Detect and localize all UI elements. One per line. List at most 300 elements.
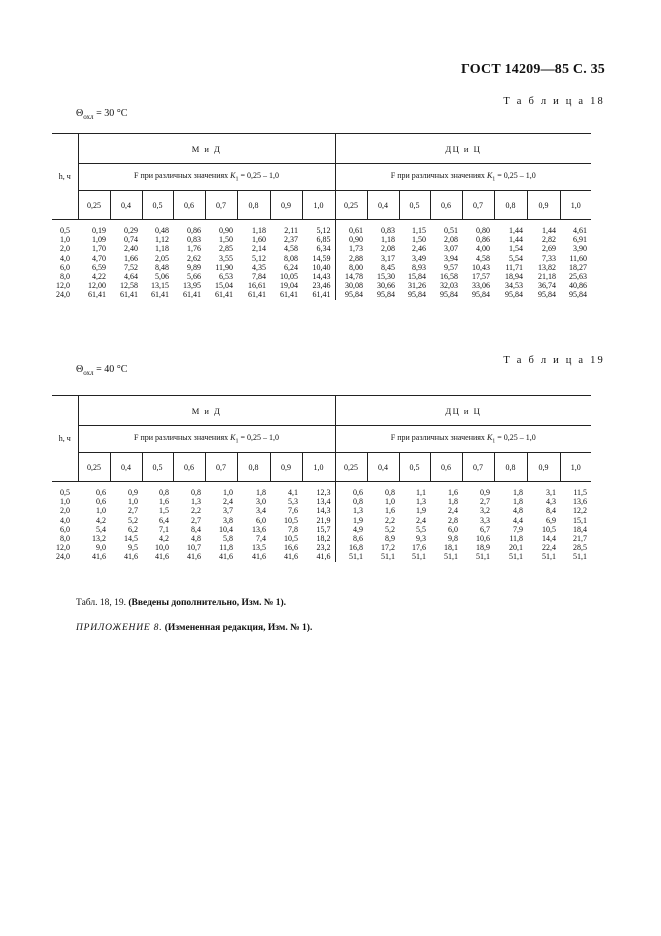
f-value-cell: 11,60 [569, 253, 588, 263]
table-row [52, 525, 591, 534]
f-caption-range: = 0,25 – 1,0 [495, 433, 536, 443]
k-value-header: 0,7 [462, 453, 494, 482]
f-value-cell: 2,08 [381, 244, 396, 254]
f-value-cell: 17,57 [472, 272, 491, 282]
f-value-cell: 33,06 [472, 281, 491, 291]
f-value-cell: 61,41 [151, 290, 169, 300]
table-row [52, 516, 591, 525]
f-value-cell: 6,9 [546, 515, 557, 525]
f-caption-mid [78, 426, 335, 453]
f-value-cell: 95,84 [538, 290, 557, 300]
f-value-cell: 28,5 [573, 543, 588, 553]
k-subscript: 1 [492, 438, 496, 445]
f-value-cell: 8,48 [155, 262, 169, 272]
f-value-cell: 30,08 [335, 281, 367, 290]
f-value-cell: 95,84 [335, 290, 367, 299]
f-value-cell: 34,53 [505, 281, 524, 291]
f-value-cell: 7,52 [124, 262, 138, 272]
table-row [52, 497, 591, 506]
f-value-cell: 61,41 [88, 290, 106, 300]
f-value-cell: 2,7 [191, 515, 201, 525]
f-value-cell: 6,59 [92, 262, 106, 272]
f-value-cell: 51,1 [542, 552, 557, 562]
h-value: 0,5 [60, 226, 70, 235]
f-value-cell: 1,6 [448, 488, 459, 497]
k-value-header: 0,9 [527, 453, 560, 482]
f-value-cell: 3,3 [480, 515, 491, 525]
k-symbol: K [230, 171, 236, 181]
note-appendix-text: (Измененная редакция, Изм. № 1). [162, 623, 313, 633]
k-symbol: K [486, 171, 493, 181]
f-value-cell: 14,3 [316, 506, 331, 516]
note-amendment [76, 598, 286, 608]
f-value-cell: 8,00 [335, 263, 367, 272]
f-value-cell: 4,58 [476, 253, 491, 263]
h-value: 12,0 [56, 543, 70, 553]
h-value: 2,0 [60, 506, 70, 516]
h-value: 6,0 [60, 524, 70, 534]
f-value-cell: 4,64 [124, 272, 138, 282]
f-value-cell: 4,70 [92, 253, 106, 263]
f-value-cell: 15,7 [316, 524, 331, 534]
f-value-cell: 4,9 [335, 525, 367, 534]
k-value-header: 0,5 [142, 453, 173, 482]
note-appendix-title: ПРИЛОЖЕНИЕ 8. [76, 623, 163, 633]
k-value-header: 0,4 [110, 191, 142, 220]
f-value-cell: 1,1 [416, 488, 427, 497]
f-value-cell: 21,9 [316, 515, 331, 525]
f-value-cell: 2,82 [542, 235, 557, 245]
f-value-cell: 17,6 [412, 543, 427, 553]
f-value-cell: 9,3 [416, 534, 427, 544]
f-value-cell: 1,8 [513, 488, 524, 497]
f-value-cell: 0,48 [155, 226, 169, 235]
f-value-cell: 5,8 [223, 534, 233, 544]
f-value-cell: 1,50 [219, 235, 233, 245]
f-value-cell: 3,90 [573, 244, 588, 254]
table-row [52, 534, 591, 543]
f-value-cell: 0,29 [124, 226, 138, 235]
f-value-cell: 1,50 [412, 235, 427, 245]
f-value-cell: 1,60 [252, 235, 266, 245]
f-value-cell: 1,09 [92, 235, 106, 245]
k-value-header: 0,6 [173, 453, 205, 482]
h-header: h, ч [52, 134, 78, 220]
h-value: 0,5 [60, 488, 70, 497]
f-value-cell: 1,6 [159, 497, 169, 507]
k-value-header: 0,6 [430, 191, 462, 220]
k-symbol: K [486, 433, 493, 443]
f-value-cell: 3,17 [381, 253, 396, 263]
k-subscript: 1 [235, 438, 239, 445]
f-value-cell: 1,18 [381, 235, 396, 245]
f-value-cell: 15,30 [377, 272, 396, 282]
f-value-cell: 1,8 [256, 488, 266, 497]
k-value-header: 0,4 [367, 191, 399, 220]
table-row [52, 254, 591, 263]
k-subscript: 1 [492, 176, 496, 183]
k-value-header: 1,0 [560, 453, 591, 482]
f-value-cell: 9,5 [128, 543, 138, 553]
f-value-cell: 10,05 [280, 272, 298, 282]
f-caption-range: = 0,25 – 1,0 [238, 171, 280, 181]
f-value-cell: 1,12 [155, 235, 169, 245]
f-value-cell: 6,53 [219, 272, 233, 282]
f-value-cell: 0,19 [92, 226, 106, 235]
group-header-mid: М и Д [78, 134, 335, 164]
h-value: 12,0 [56, 281, 70, 291]
f-value-cell: 5,2 [385, 524, 396, 534]
f-value-cell: 15,04 [215, 281, 233, 291]
f-value-cell: 8,6 [335, 534, 367, 543]
f-value-cell: 16,58 [440, 272, 459, 282]
f-value-cell: 61,41 [120, 290, 138, 300]
f-value-cell: 12,00 [88, 281, 106, 291]
f-value-cell: 4,8 [513, 506, 524, 516]
f-value-cell: 10,43 [472, 262, 491, 272]
f-value-cell: 13,95 [183, 281, 201, 291]
f-value-cell: 41,6 [316, 552, 331, 562]
f-value-cell: 8,4 [546, 506, 557, 516]
f-value-cell: 0,8 [159, 488, 169, 497]
f-value-cell: 0,80 [476, 226, 491, 235]
f-value-cell: 5,06 [155, 272, 169, 282]
f-value-cell: 41,6 [155, 552, 169, 562]
f-value-cell: 25,63 [569, 272, 588, 282]
f-value-cell: 20,1 [509, 543, 524, 553]
f-value-cell: 40,86 [569, 281, 588, 291]
theta-symbol: Θ [76, 108, 84, 119]
table-18 [52, 133, 591, 300]
f-value-cell: 3,8 [223, 515, 233, 525]
f-value-cell: 3,1 [546, 488, 557, 497]
k-value-header: 0,6 [430, 453, 462, 482]
f-value-cell: 1,0 [385, 497, 396, 507]
f-value-cell: 61,41 [248, 290, 266, 300]
f-value-cell: 2,08 [444, 235, 459, 245]
f-value-cell: 2,7 [128, 506, 138, 516]
f-value-cell: 7,33 [542, 253, 557, 263]
table-18-theta [76, 108, 127, 121]
f-value-cell: 3,07 [444, 244, 459, 254]
f-value-cell: 0,83 [187, 235, 201, 245]
f-value-cell: 2,37 [284, 235, 298, 245]
f-value-cell: 51,1 [476, 552, 491, 562]
f-value-cell: 0,61 [335, 220, 367, 236]
f-value-cell: 30,66 [377, 281, 396, 291]
f-value-cell: 3,94 [444, 253, 459, 263]
f-value-cell: 10,40 [312, 262, 331, 272]
f-value-cell: 95,84 [408, 290, 427, 300]
f-value-cell: 1,18 [252, 226, 266, 235]
f-value-cell: 11,8 [219, 543, 233, 553]
h-value: 8,0 [60, 272, 70, 282]
f-value-cell: 41,6 [92, 552, 106, 562]
k-value-header: 0,4 [367, 453, 399, 482]
f-value-cell: 0,90 [219, 226, 233, 235]
k-value-header: 0,25 [78, 191, 110, 220]
theta-symbol: Θ [76, 364, 84, 375]
f-value-cell: 51,1 [412, 552, 427, 562]
note-tables-ref: Табл. 18, 19. [76, 598, 129, 608]
f-value-cell: 4,1 [288, 488, 298, 497]
f-value-cell: 2,14 [252, 244, 266, 254]
h-header: h, ч [52, 396, 78, 482]
f-value-cell: 41,6 [124, 552, 138, 562]
f-value-cell: 5,2 [128, 515, 138, 525]
f-value-cell: 41,6 [252, 552, 266, 562]
f-value-cell: 1,5 [159, 506, 169, 516]
theta-subscript: охл [83, 369, 94, 377]
table-19-theta [76, 364, 127, 377]
h-value: 24,0 [56, 552, 70, 562]
f-value-cell: 13,82 [538, 262, 557, 272]
f-value-cell: 95,84 [472, 290, 491, 300]
f-value-cell: 1,73 [335, 244, 367, 253]
f-value-cell: 5,12 [252, 253, 266, 263]
f-value-cell: 1,0 [128, 497, 138, 507]
f-value-cell: 95,84 [377, 290, 396, 300]
f-value-cell: 8,93 [412, 262, 427, 272]
f-value-cell: 95,84 [569, 290, 588, 300]
f-value-cell: 14,78 [335, 272, 367, 281]
f-value-cell: 13,2 [92, 534, 106, 544]
f-value-cell: 3,55 [219, 253, 233, 263]
k-value-header: 0,25 [335, 191, 367, 220]
k-value-header: 1,0 [560, 191, 591, 220]
k-value-header: 0,8 [237, 453, 270, 482]
f-value-cell: 18,94 [505, 272, 524, 282]
k-value-header: 0,7 [205, 453, 237, 482]
f-value-cell: 4,58 [284, 244, 298, 254]
f-caption-mid [78, 164, 335, 191]
f-value-cell: 4,00 [476, 244, 491, 254]
f-value-cell: 5,12 [316, 226, 331, 235]
f-value-cell: 10,7 [187, 543, 201, 553]
f-value-cell: 5,54 [509, 253, 524, 263]
f-value-cell: 5,3 [288, 497, 298, 507]
f-value-cell: 0,90 [335, 235, 367, 244]
f-value-cell: 13,6 [252, 524, 266, 534]
f-value-cell: 1,18 [155, 244, 169, 254]
note-appendix [76, 623, 312, 633]
f-value-cell: 8,08 [284, 253, 298, 263]
k-subscript: 1 [235, 176, 239, 183]
f-caption-dc [335, 426, 591, 453]
f-value-cell: 32,03 [440, 281, 459, 291]
f-value-cell: 41,6 [187, 552, 201, 562]
f-value-cell: 95,84 [505, 290, 524, 300]
k-value-header: 0,5 [399, 191, 430, 220]
f-value-cell: 2,2 [385, 515, 396, 525]
f-value-cell: 51,1 [335, 552, 367, 561]
f-value-cell: 9,89 [187, 262, 201, 272]
f-value-cell: 0,8 [335, 497, 367, 506]
f-value-cell: 12,58 [120, 281, 138, 291]
f-value-cell: 3,0 [256, 497, 266, 507]
note-amendment-text: (Введены дополнительно, Изм. № 1). [128, 598, 287, 608]
f-value-cell: 10,5 [542, 524, 557, 534]
f-caption-range: = 0,25 – 1,0 [495, 171, 536, 181]
f-value-cell: 1,15 [412, 226, 427, 235]
f-value-cell: 1,44 [542, 226, 557, 235]
f-value-cell: 23,2 [316, 543, 331, 553]
f-value-cell: 13,6 [573, 497, 588, 507]
f-value-cell: 7,84 [252, 272, 266, 282]
f-value-cell: 13,15 [151, 281, 169, 291]
f-value-cell: 0,51 [444, 226, 459, 235]
h-value: 6,0 [60, 262, 70, 272]
f-value-cell: 4,35 [252, 262, 266, 272]
f-value-cell: 5,4 [96, 524, 106, 534]
f-value-cell: 14,5 [124, 534, 138, 544]
f-value-cell: 14,59 [312, 253, 331, 263]
f-value-cell: 1,8 [513, 497, 524, 507]
f-value-cell: 7,8 [288, 524, 298, 534]
f-value-cell: 11,8 [509, 534, 524, 544]
table-row [52, 543, 591, 552]
f-value-cell: 1,44 [509, 226, 524, 235]
f-value-cell: 6,7 [480, 524, 491, 534]
f-value-cell: 22,4 [542, 543, 557, 553]
f-value-cell: 18,4 [573, 524, 588, 534]
f-value-cell: 8,45 [381, 262, 396, 272]
f-value-cell: 4,2 [159, 534, 169, 544]
group-header-dc: ДЦ и Ц [335, 396, 591, 426]
table-row [52, 552, 591, 561]
f-value-cell: 21,18 [538, 272, 557, 282]
table-row [52, 220, 591, 236]
f-value-cell: 2,69 [542, 244, 557, 254]
f-value-cell: 2,8 [448, 515, 459, 525]
f-value-cell: 14,4 [542, 534, 557, 544]
f-value-cell: 10,0 [155, 543, 169, 553]
k-value-header: 0,6 [173, 191, 205, 220]
f-value-cell: 11,90 [215, 262, 233, 272]
k-value-header: 0,5 [142, 191, 173, 220]
theta-subscript: охл [83, 113, 94, 121]
f-value-cell: 4,61 [573, 226, 588, 235]
f-value-cell: 1,54 [509, 244, 524, 254]
h-value: 8,0 [60, 534, 70, 544]
f-value-cell: 0,6 [96, 497, 106, 507]
f-value-cell: 4,22 [92, 272, 106, 282]
f-value-cell: 1,9 [416, 506, 427, 516]
f-caption-text: F при различных значениях [390, 433, 487, 443]
h-value: 4,0 [60, 515, 70, 525]
f-value-cell: 1,6 [385, 506, 396, 516]
k-value-header: 0,25 [78, 453, 110, 482]
f-value-cell: 5,66 [187, 272, 201, 282]
table-row [52, 506, 591, 515]
f-value-cell: 11,5 [573, 488, 588, 497]
k-value-header: 0,8 [237, 191, 270, 220]
f-value-cell: 1,3 [191, 497, 201, 507]
group-header-mid: М и Д [78, 396, 335, 426]
f-value-cell: 95,84 [440, 290, 459, 300]
k-value-header: 0,7 [462, 191, 494, 220]
f-value-cell: 6,91 [573, 235, 588, 245]
h-value: 24,0 [56, 290, 70, 300]
f-value-cell: 13,5 [252, 543, 266, 553]
h-value: 1,0 [60, 235, 70, 245]
f-value-cell: 31,26 [408, 281, 427, 291]
f-value-cell: 10,5 [284, 515, 298, 525]
k-value-header: 0,9 [270, 453, 302, 482]
table-row [52, 272, 591, 281]
f-value-cell: 1,44 [509, 235, 524, 245]
f-value-cell: 18,2 [316, 534, 331, 544]
table-row [52, 482, 591, 498]
f-value-cell: 10,6 [476, 534, 491, 544]
h-value: 2,0 [60, 244, 70, 254]
k-value-header: 0,8 [494, 453, 527, 482]
f-value-cell: 6,0 [256, 515, 266, 525]
f-caption-text: F при различных значениях [390, 171, 487, 181]
f-value-cell: 2,4 [448, 506, 459, 516]
table-row [52, 281, 591, 290]
f-value-cell: 10,4 [219, 524, 233, 534]
f-value-cell: 15,84 [408, 272, 427, 282]
f-value-cell: 1,76 [187, 244, 201, 254]
f-value-cell: 7,9 [513, 524, 524, 534]
f-value-cell: 3,2 [480, 506, 491, 516]
k-value-header: 0,9 [527, 191, 560, 220]
f-value-cell: 1,3 [416, 497, 427, 507]
f-value-cell: 8,9 [385, 534, 396, 544]
f-value-cell: 36,74 [538, 281, 557, 291]
f-value-cell: 18,9 [476, 543, 491, 553]
h-value: 1,0 [60, 497, 70, 507]
f-value-cell: 16,8 [335, 543, 367, 552]
f-value-cell: 16,61 [248, 281, 266, 291]
f-value-cell: 9,57 [444, 262, 459, 272]
f-value-cell: 61,41 [215, 290, 233, 300]
f-value-cell: 0,86 [476, 235, 491, 245]
f-value-cell: 41,6 [219, 552, 233, 562]
f-value-cell: 2,4 [223, 497, 233, 507]
theta-value: = 40 °С [93, 364, 128, 375]
f-value-cell: 6,4 [159, 515, 169, 525]
f-value-cell: 23,46 [312, 281, 331, 291]
f-value-cell: 4,8 [191, 534, 201, 544]
f-value-cell: 1,8 [448, 497, 459, 507]
f-value-cell: 12,3 [316, 488, 331, 497]
f-value-cell: 6,34 [316, 244, 331, 254]
f-value-cell: 5,5 [416, 524, 427, 534]
theta-value: = 30 °С [93, 108, 128, 119]
f-value-cell: 7,6 [288, 506, 298, 516]
f-value-cell: 51,1 [381, 552, 396, 562]
f-value-cell: 3,7 [223, 506, 233, 516]
f-value-cell: 9,8 [448, 534, 459, 544]
f-value-cell: 0,8 [385, 488, 396, 497]
f-value-cell: 0,83 [381, 226, 396, 235]
k-value-header: 0,5 [399, 453, 430, 482]
f-value-cell: 7,1 [159, 524, 169, 534]
f-value-cell: 4,4 [513, 515, 524, 525]
f-value-cell: 15,1 [573, 515, 588, 525]
k-value-header: 1,0 [302, 453, 335, 482]
f-value-cell: 51,1 [444, 552, 459, 562]
f-value-cell: 2,88 [335, 254, 367, 263]
table-row [52, 290, 591, 299]
f-value-cell: 6,2 [128, 524, 138, 534]
f-value-cell: 18,1 [444, 543, 459, 553]
f-value-cell: 9,0 [96, 543, 106, 553]
table-19 [52, 395, 591, 562]
f-value-cell: 17,2 [381, 543, 396, 553]
